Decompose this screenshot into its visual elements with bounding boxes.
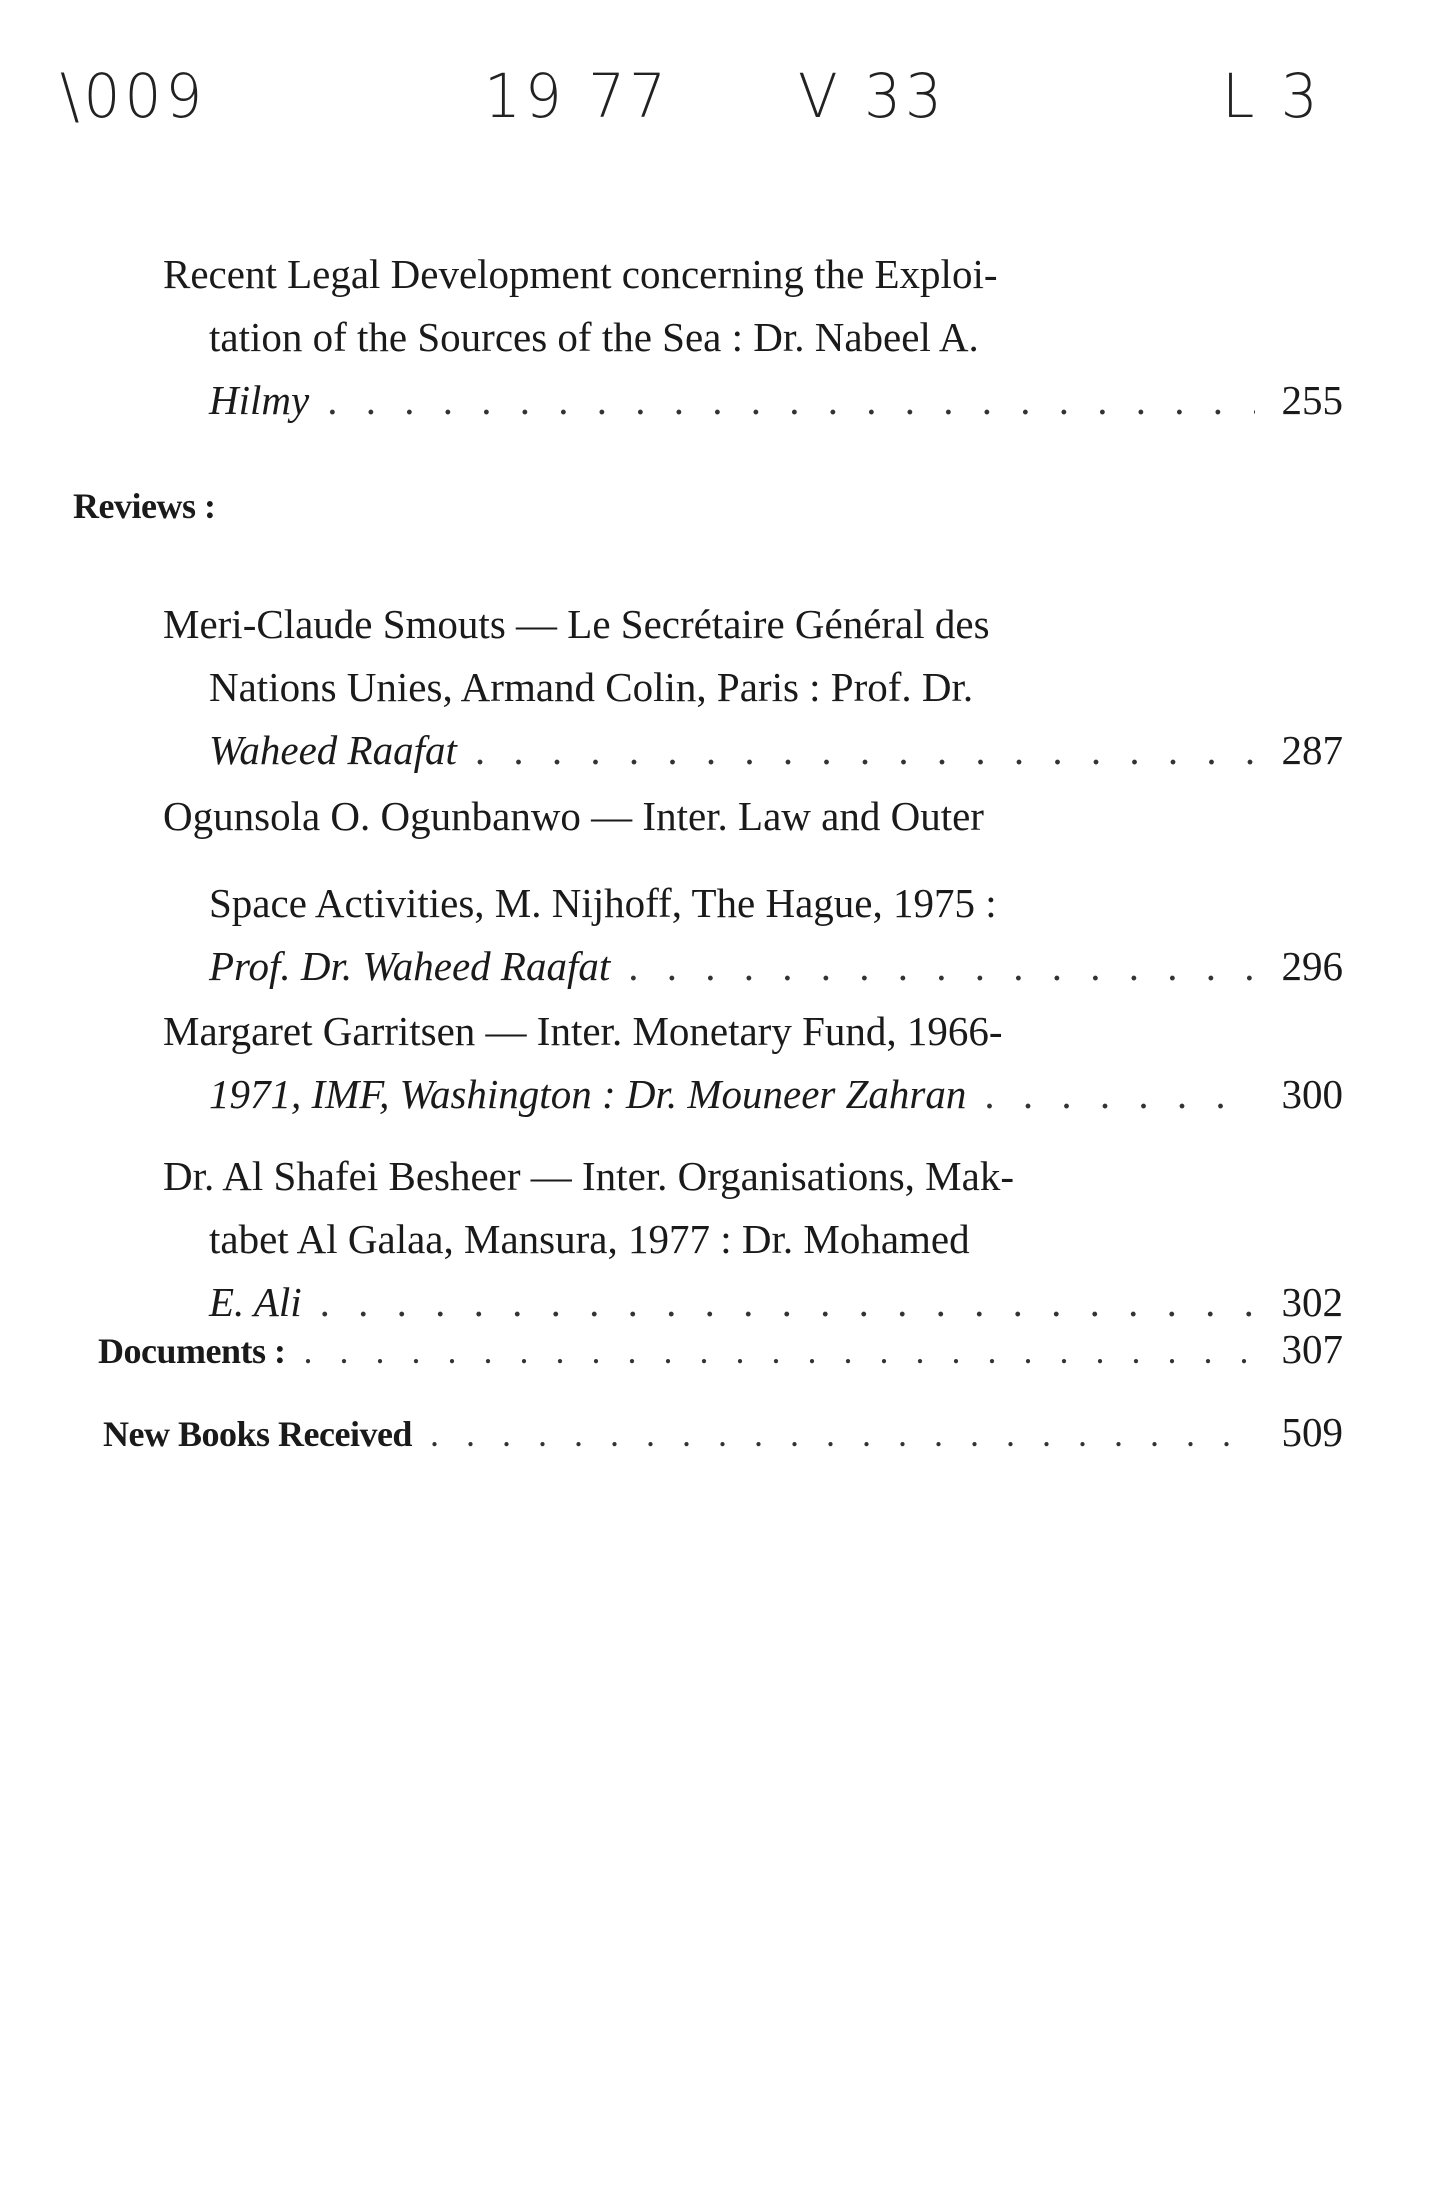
page-number: 300 [1281, 1071, 1343, 1117]
entry-line: Nations Unies, Armand Colin, Paris : Prof. Dr. [209, 664, 974, 710]
entry-line: Margaret Garritsen — Inter. Monetary Fund, 1966- [163, 1008, 1003, 1054]
toc-entry [163, 243, 1343, 432]
reviews-heading: Reviews : [73, 486, 216, 526]
entry-line: Recent Legal Development concerning the Exploi- [163, 251, 998, 297]
dot-leader [430, 1413, 1255, 1455]
review-entry [163, 785, 1343, 998]
review-entry [163, 1145, 1343, 1334]
entry-author: Prof. Dr. Waheed Raafat [209, 943, 611, 989]
entry-last-line [163, 369, 1343, 432]
page-number: 307 [1281, 1326, 1343, 1372]
dot-leader [475, 719, 1255, 782]
entry-line: Meri-Claude Smouts — Le Secrétaire Général des [163, 601, 990, 647]
documents-label: Documents : [98, 1331, 286, 1371]
handwritten-year: 19 77 [484, 60, 671, 132]
entry-line: Space Activities, M. Nijhoff, The Hague, 1975 : [209, 880, 997, 926]
entry-author: Hilmy [209, 377, 310, 423]
dot-leader [628, 935, 1255, 998]
new-books-label: New Books Received [103, 1414, 412, 1454]
handwritten-volume: V 33 [798, 60, 946, 132]
handwritten-issue: L 3 [1222, 60, 1322, 132]
entry-last-line [163, 935, 1343, 998]
dot-leader [303, 1330, 1255, 1372]
page-number: 509 [1281, 1409, 1343, 1455]
page-number: 296 [1281, 943, 1343, 989]
documents-entry [98, 1325, 1343, 1373]
review-entry [163, 593, 1343, 782]
entry-last-line [163, 1063, 1343, 1126]
entry-line: tation of the Sources of the Sea : Dr. Nabeel A. [209, 314, 979, 360]
page-number: 287 [1281, 727, 1343, 773]
page-number: 255 [1281, 377, 1343, 423]
entry-line: Ogunsola O. Ogunbanwo — Inter. Law and Outer [163, 793, 984, 839]
entry-author: Waheed Raafat [209, 727, 457, 773]
handwritten-note: \009 [60, 60, 207, 132]
entry-line: tabet Al Galaa, Mansura, 1977 : Dr. Mohamed [209, 1216, 970, 1262]
page-number: 302 [1281, 1279, 1343, 1325]
new-books-entry [103, 1408, 1343, 1456]
review-entry [163, 1000, 1343, 1126]
dot-leader [327, 369, 1255, 432]
entry-author: 1971, IMF, Washington : Dr. Mouneer Zahran [209, 1071, 967, 1117]
dot-leader [984, 1063, 1255, 1126]
entry-line: Dr. Al Shafei Besheer — Inter. Organisations, Mak- [163, 1153, 1014, 1199]
entry-author: E. Ali [209, 1279, 302, 1325]
entry-last-line [163, 719, 1343, 782]
